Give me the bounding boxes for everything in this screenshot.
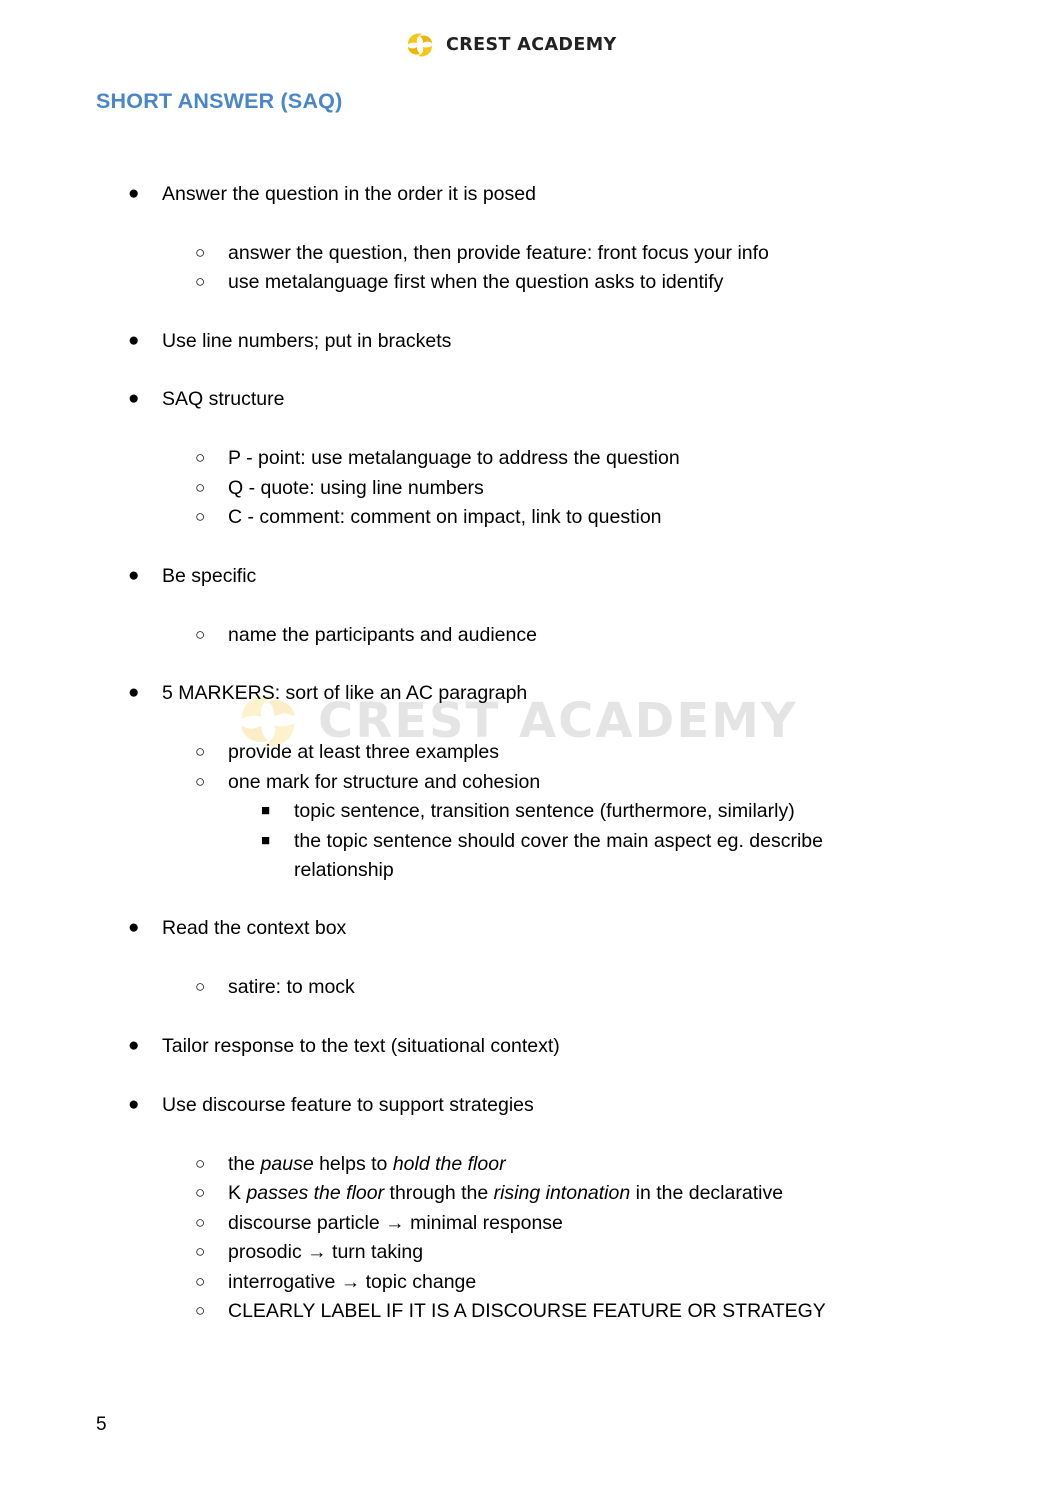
list-item: Q - quote: using line numbers: [228, 477, 484, 499]
list-item: Answer the question in the order it is posed: [162, 183, 536, 205]
list-item: Read the context box: [162, 917, 347, 939]
list-item: Use line numbers; put in brackets: [162, 330, 452, 352]
text-run: in the declarative: [630, 1182, 784, 1204]
circle-bullet-icon: ○: [195, 1213, 206, 1232]
bullet-icon: ●: [128, 565, 140, 586]
circle-bullet-icon: ○: [195, 772, 206, 791]
circle-bullet-icon: ○: [195, 507, 206, 526]
list-item: 5 MARKERS: sort of like an AC paragraph: [162, 682, 528, 704]
list-item: C - comment: comment on impact, link to question: [228, 506, 662, 528]
italic-term: passes the floor: [246, 1182, 385, 1204]
list-item-continuation: relationship: [294, 859, 394, 881]
circle-bullet-icon: ○: [195, 1301, 206, 1320]
italic-term: rising intonation: [493, 1182, 631, 1204]
watermark-text: CREST ACADEMY: [318, 693, 798, 749]
list-item: name the participants and audience: [228, 624, 537, 646]
list-item: discourse particle → minimal response: [228, 1212, 563, 1234]
circle-bullet-icon: ○: [195, 1154, 206, 1173]
circle-bullet-icon: ○: [195, 448, 206, 467]
list-item: Use discourse feature to support strategies: [162, 1094, 534, 1116]
list-item: satire: to mock: [228, 976, 355, 998]
list-item: provide at least three examples: [228, 741, 499, 763]
circle-bullet-icon: ○: [195, 742, 206, 761]
list-item: answer the question, then provide feature: front focus your info: [228, 242, 769, 264]
circle-bullet-icon: ○: [195, 977, 206, 996]
circle-bullet-icon: ○: [195, 1183, 206, 1202]
list-item: topic sentence, transition sentence (furthermore, similarly): [294, 800, 795, 822]
list-item: [228, 1181, 783, 1205]
italic-term: hold the floor: [392, 1153, 506, 1175]
list-item: Be specific: [162, 565, 257, 587]
list-item: [228, 1152, 506, 1176]
crest-academy-logo: [404, 30, 617, 60]
list-item: use metalanguage first when the question asks to identify: [228, 271, 724, 293]
page-title: SHORT ANSWER (SAQ): [96, 89, 343, 113]
list-item: Tailor response to the text (situational context): [162, 1035, 560, 1057]
circle-bullet-icon: ○: [195, 272, 206, 291]
page-number: 5: [96, 1414, 107, 1435]
list-item: CLEARLY LABEL IF IT IS A DISCOURSE FEATURE OR STRATEGY: [228, 1300, 826, 1322]
text-run: helps to: [313, 1153, 393, 1175]
crest-logo-icon: [404, 30, 436, 60]
bullet-icon: ●: [128, 1035, 140, 1056]
text-run: through the: [384, 1182, 494, 1204]
italic-term: pause: [260, 1153, 314, 1175]
circle-bullet-icon: ○: [195, 625, 206, 644]
bullet-icon: ●: [128, 330, 140, 351]
square-bullet-icon: ■: [261, 832, 271, 849]
bullet-icon: ●: [128, 1094, 140, 1115]
list-item: one mark for structure and cohesion: [228, 771, 541, 793]
bullet-icon: ●: [128, 183, 140, 204]
bullet-icon: ●: [128, 388, 140, 409]
circle-bullet-icon: ○: [195, 1272, 206, 1291]
list-item: SAQ structure: [162, 388, 285, 410]
list-item: interrogative → topic change: [228, 1271, 477, 1293]
list-item: the topic sentence should cover the main aspect eg. describe: [294, 830, 823, 852]
text-run: the: [228, 1153, 261, 1175]
logo-text: CREST ACADEMY: [446, 35, 617, 55]
list-item: prosodic → turn taking: [228, 1241, 424, 1263]
circle-bullet-icon: ○: [195, 478, 206, 497]
square-bullet-icon: ■: [261, 802, 271, 819]
circle-bullet-icon: ○: [195, 1242, 206, 1261]
circle-bullet-icon: ○: [195, 243, 206, 262]
list-item: P - point: use metalanguage to address the question: [228, 447, 680, 469]
bullet-icon: ●: [128, 917, 140, 938]
text-run: K: [228, 1182, 247, 1204]
bullet-icon: ●: [128, 682, 140, 703]
